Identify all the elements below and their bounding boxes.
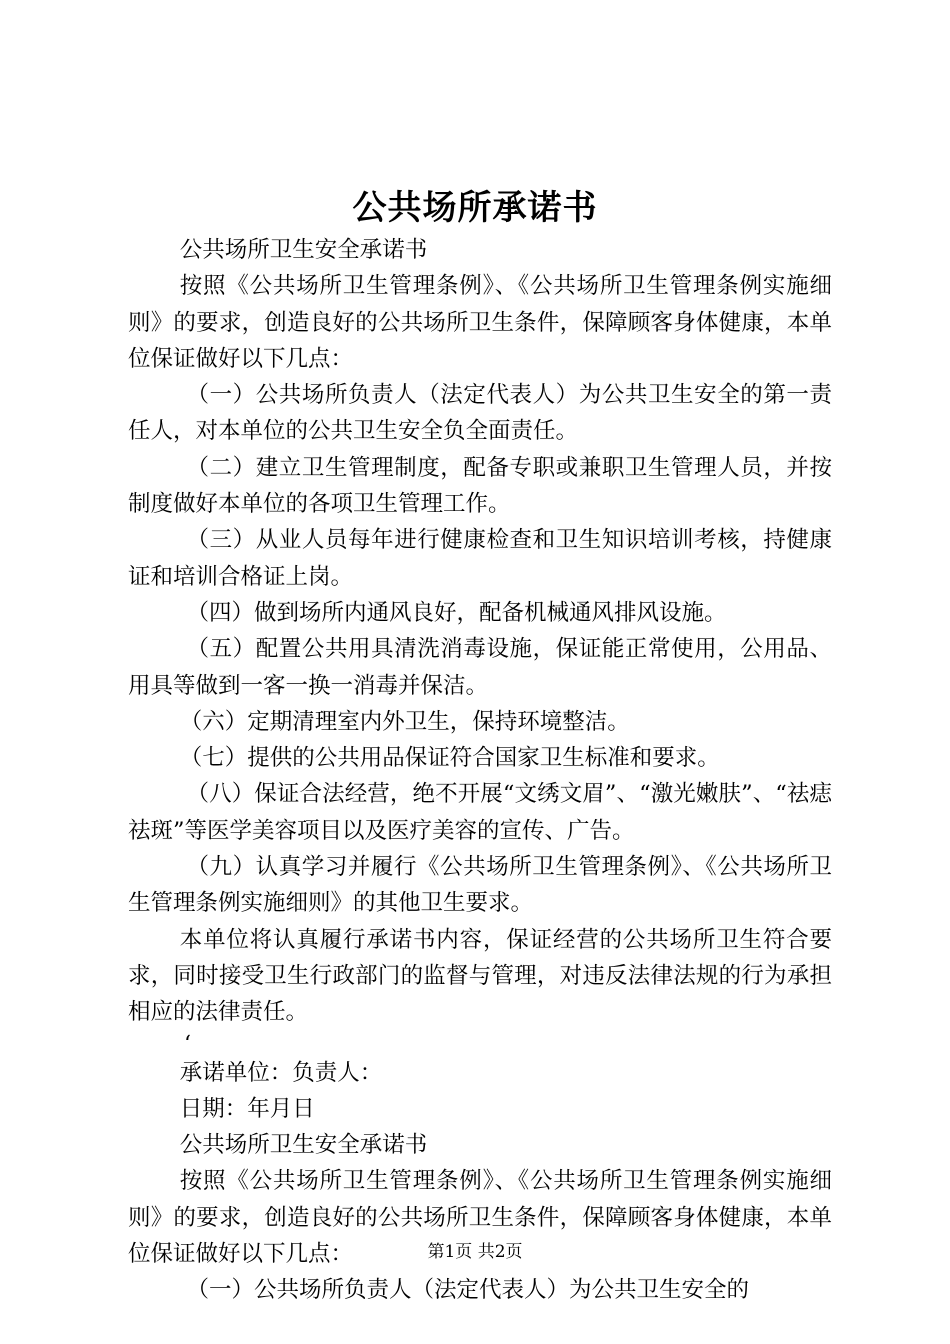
paragraph-commitment: 本单位将认真履行承诺书内容，保证经营的公共场所卫生符合要求，同时接受卫生行政部门的监督与管理，对违反法律法规的行为承担相应的法律责任。: [128, 926, 832, 1026]
paragraph-intro-repeat: 按照《公共场所卫生管理条例》、《公共场所卫生管理条例实施细则》的要求，创造良好的公共场所卫生条件，保障顾客身体健康，本单位保证做好以下几点：: [128, 1168, 832, 1268]
paragraph-subtitle: 公共场所卫生安全承诺书: [179, 237, 428, 263]
paragraph-intro: 按照《公共场所卫生管理条例》、《公共场所卫生管理条例实施细则》的要求，创造良好的公共场所卫生条件，保障顾客身体健康，本单位保证做好以下几点：: [128, 273, 832, 372]
paragraph-item-1: （一）公共场所负责人（法定代表人）为公共卫生安全的第一责任人，对本单位的公共卫生安全负全面责任。: [128, 382, 832, 445]
paragraph-item-6: （六）定期清理室内外卫生，保持环境整洁。: [179, 708, 630, 735]
paragraph-item-9: （九）认真学习并履行《公共场所卫生管理条例》、《公共场所卫生管理条例实施细则》的其他卫生要求。: [128, 854, 832, 917]
paragraph-item-7: （七）提供的公共用品保证符合国家卫生标准和要求。: [179, 745, 720, 772]
document-body: [128, 232, 832, 1309]
paragraph-item-8: （八）保证合法经营，绝不开展“文绣文眉”、“激光嫩肤”、“祛痣祛斑”等医学美容项目以及医疗美容的宣传、广告。: [128, 781, 832, 844]
paragraph-item-2: （二）建立卫生管理制度，配备专职或兼职卫生管理人员，并按制度做好本单位的各项卫生管理工作。: [128, 454, 832, 518]
paragraph-subtitle-repeat: 公共场所卫生安全承诺书: [179, 1132, 428, 1159]
stray-quote-mark: ‘: [184, 1031, 191, 1057]
paragraph-item-1-repeat: （一）公共场所负责人（法定代表人）为公共卫生安全的: [186, 1277, 750, 1304]
signature-line: 承诺单位：负责人：: [179, 1059, 383, 1086]
paragraph-item-3: （三）从业人员每年进行健康检查和卫生知识培训考核，持健康证和培训合格证上岗。: [128, 527, 832, 590]
page-footer: 第1页 共2页: [427, 1242, 523, 1262]
date-line: 日期：年月日: [179, 1095, 315, 1122]
page-title: 公共场所承诺书: [352, 188, 598, 228]
paragraph-item-4: （四）做到场所内通风良好，配备机械通风排风设施。: [186, 599, 727, 626]
paragraph-item-5: （五）配置公共用具清洗消毒设施，保证能正常使用，公用品、用具等做到一客一换一消毒并保洁。: [128, 636, 832, 699]
